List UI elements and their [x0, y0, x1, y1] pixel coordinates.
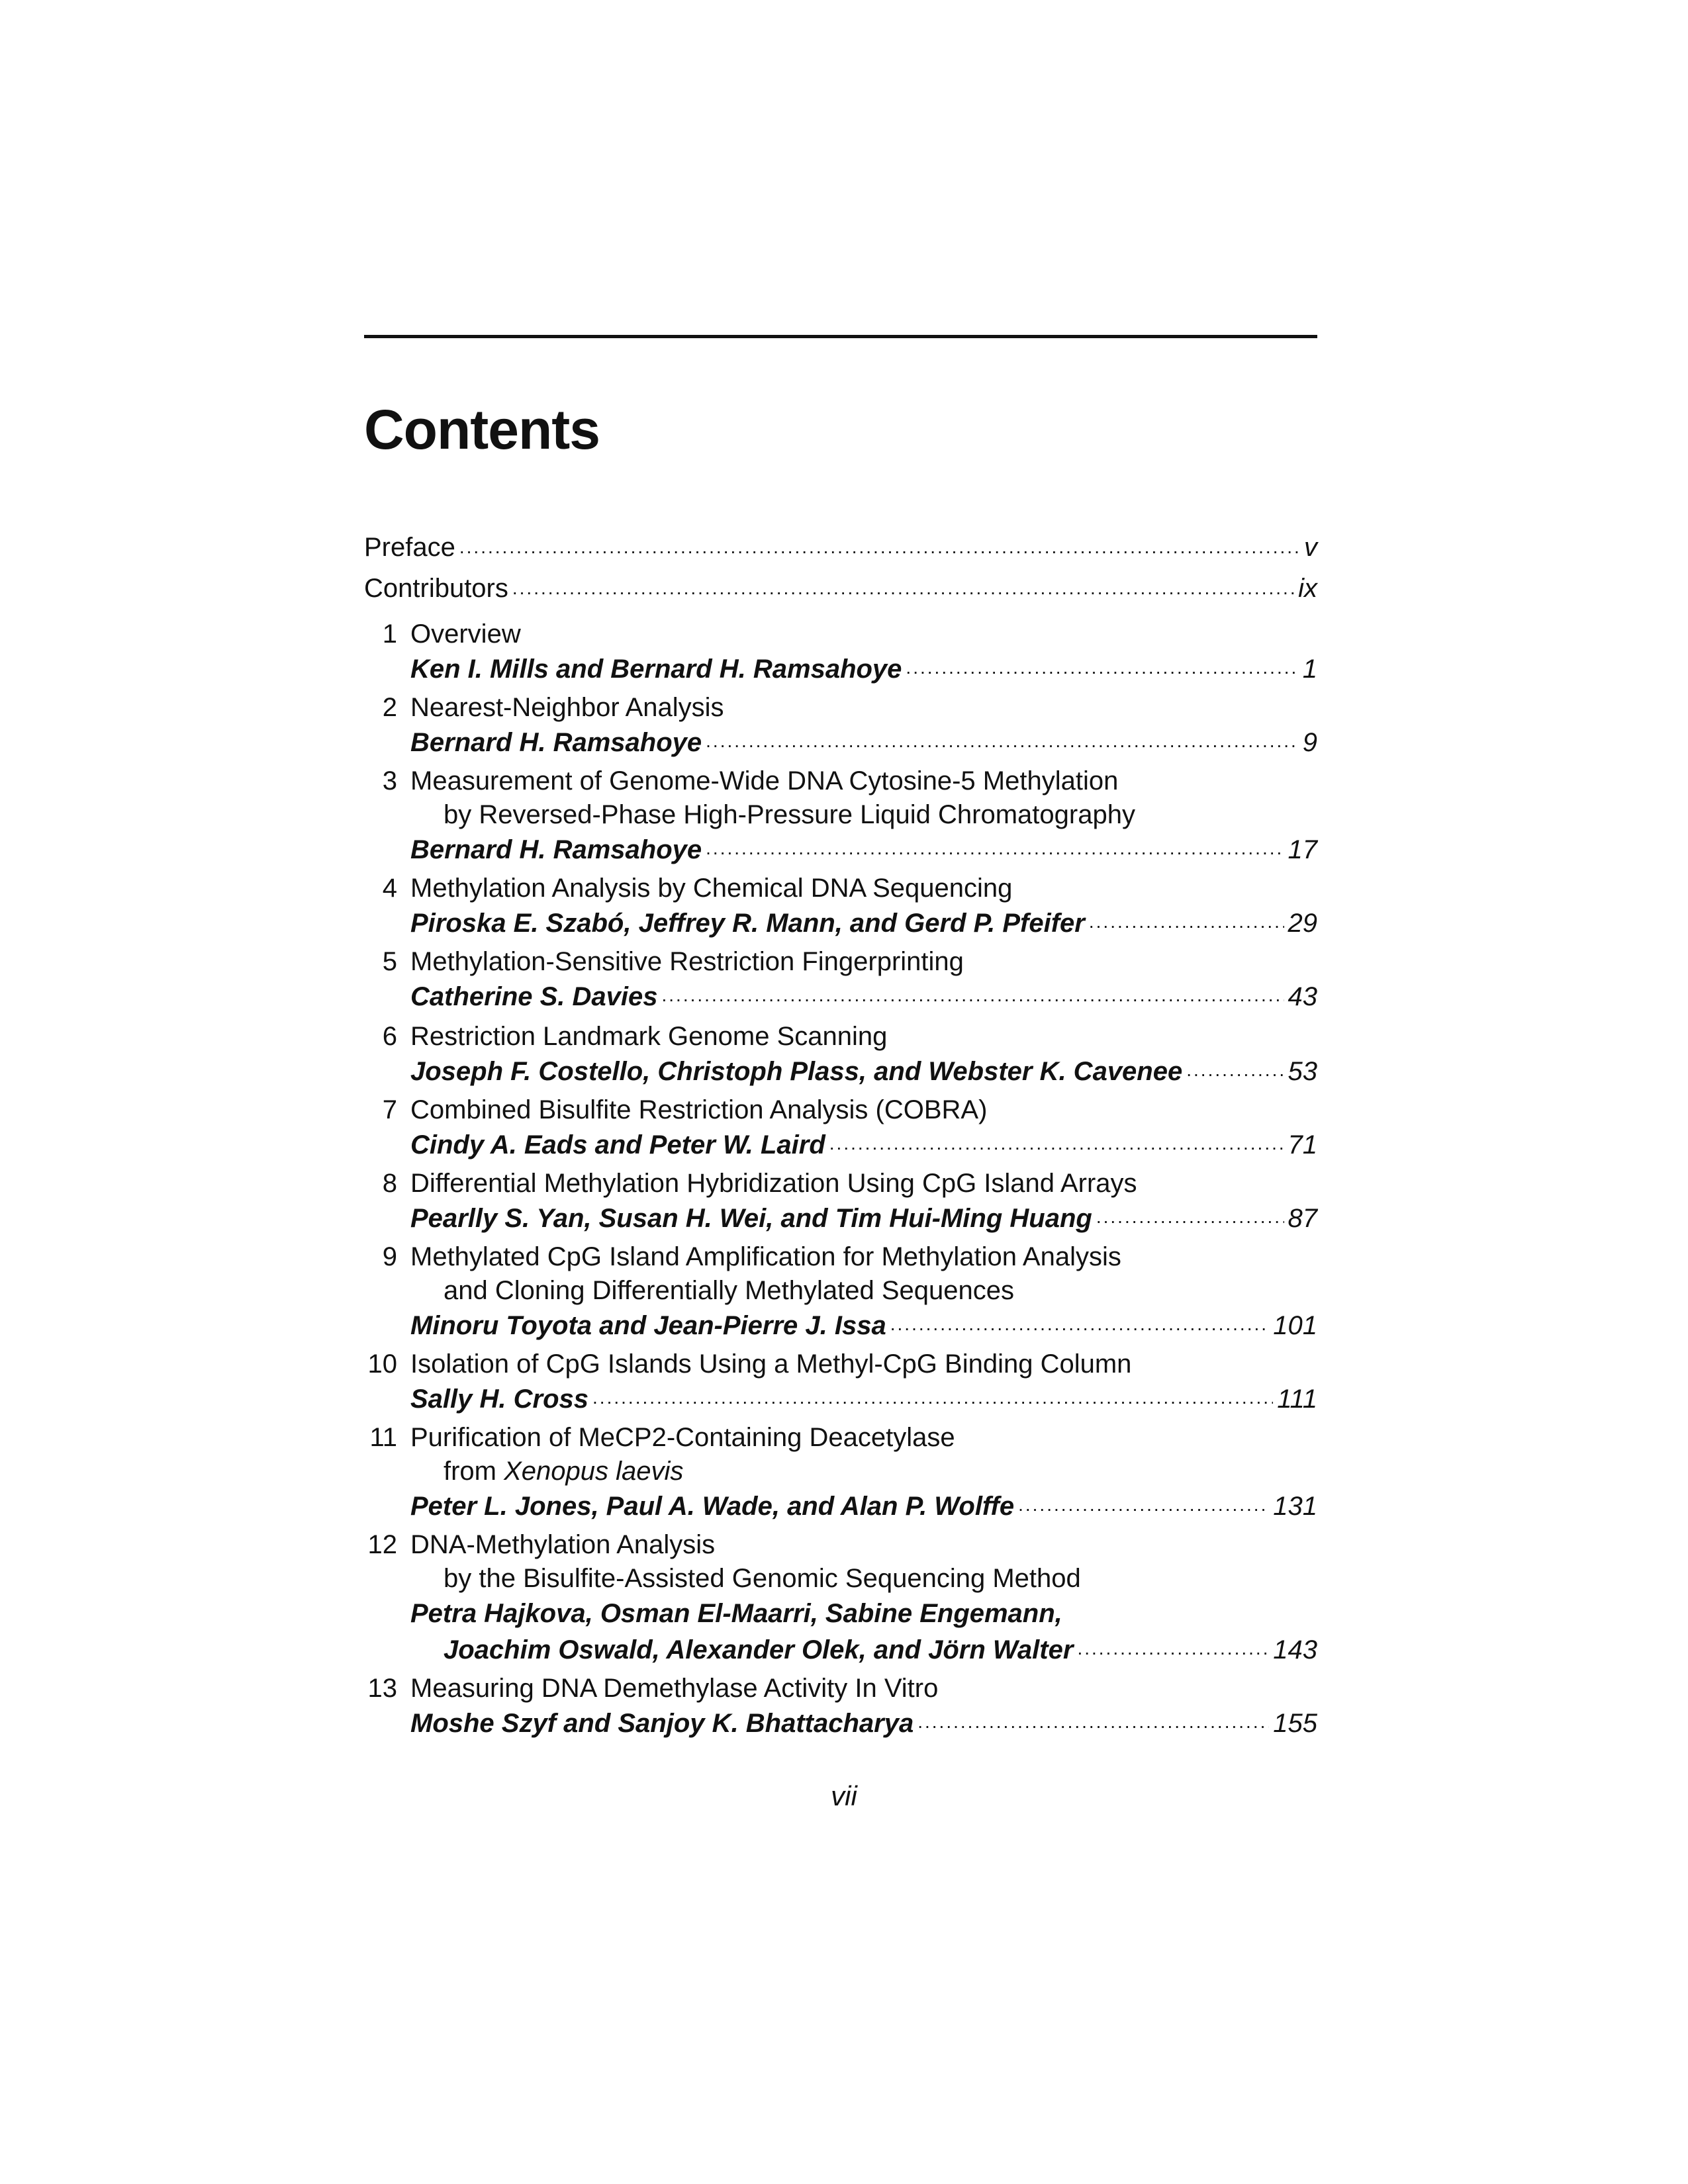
chapter-number: 13	[367, 1674, 397, 1703]
toc-chapter-9[interactable]	[364, 1240, 1317, 1344]
chapter-page: 53	[1288, 1057, 1317, 1086]
chapter-authors: Minoru Toyota and Jean-Pierre J. Issa	[410, 1311, 886, 1340]
chapter-authors: Moshe Szyf and Sanjoy K. Bhattacharya	[410, 1709, 914, 1738]
chapter-title: DNA-Methylation Analysis	[410, 1530, 716, 1559]
page-title: Contents	[364, 398, 600, 461]
chapter-title: Isolation of CpG Islands Using a Methyl-CpG Binding Column	[410, 1349, 1132, 1379]
chapter-page: 101	[1273, 1311, 1317, 1340]
chapter-authors: Bernard H. Ramsahoye	[410, 728, 702, 757]
toc-chapter-13[interactable]	[364, 1672, 1317, 1742]
toc-chapter-11[interactable]	[364, 1421, 1317, 1525]
chapter-title: Measuring DNA Demethylase Activity In Vitro	[410, 1674, 939, 1703]
entry-page: v	[1304, 533, 1317, 562]
dot-leader	[906, 648, 1298, 688]
toc-chapter-10[interactable]	[364, 1347, 1317, 1418]
toc-entry-contributors[interactable]	[364, 569, 1317, 608]
chapter-title-continued	[410, 1455, 1317, 1488]
toc-chapter-6[interactable]	[364, 1020, 1317, 1090]
dot-leader	[917, 1702, 1269, 1742]
chapter-number: 9	[382, 1242, 397, 1271]
chapter-authors: Joachim Oswald, Alexander Olek, and Jörn Walter	[444, 1635, 1074, 1664]
chapter-title-continued: by the Bisulfite-Assisted Genomic Sequencing Method	[444, 1564, 1081, 1593]
dot-leader	[592, 1378, 1273, 1418]
toc-entry-preface[interactable]	[364, 527, 1317, 567]
chapter-title: Differential Methylation Hybridization Using CpG Island Arrays	[410, 1169, 1137, 1198]
dot-leader	[512, 569, 1294, 608]
dot-leader	[890, 1304, 1270, 1344]
chapter-page: 9	[1302, 728, 1317, 757]
chapter-authors: Ken I. Mills and Bernard H. Ramsahoye	[410, 655, 902, 684]
table-of-contents	[364, 527, 1317, 1742]
chapter-title-continued: by Reversed-Phase High-Pressure Liquid Chromatography	[444, 800, 1135, 829]
chapter-page: 43	[1288, 982, 1317, 1011]
chapter-title: Restriction Landmark Genome Scanning	[410, 1022, 888, 1051]
dot-leader	[662, 976, 1284, 1015]
chapter-page: 1	[1302, 655, 1317, 684]
page-folio: vii	[831, 1780, 857, 1811]
toc-chapter-4[interactable]	[364, 872, 1317, 942]
chapter-page: 155	[1273, 1709, 1317, 1738]
species-name: Xenopus laevis	[504, 1457, 684, 1486]
chapter-title: Methylation Analysis by Chemical DNA Sequencing	[410, 874, 1013, 903]
dot-leader	[1018, 1485, 1269, 1525]
chapter-number: 12	[367, 1530, 397, 1559]
chapter-number: 8	[382, 1169, 397, 1198]
chapter-authors: Piroska E. Szabó, Jeffrey R. Mann, and Gerd P. Pfeifer	[410, 909, 1085, 938]
contents-page	[364, 335, 1317, 1745]
chapter-authors: Pearlly S. Yan, Susan H. Wei, and Tim Hui-Ming Huang	[410, 1204, 1092, 1233]
chapter-title: Combined Bisulfite Restriction Analysis (COBRA)	[410, 1095, 988, 1124]
chapter-number: 2	[382, 693, 397, 722]
chapter-number: 7	[382, 1095, 397, 1124]
chapter-authors: Cindy A. Eads and Peter W. Laird	[410, 1130, 825, 1160]
chapter-page: 71	[1288, 1130, 1317, 1160]
chapter-title: Methylated CpG Island Amplification for Methylation Analysis	[410, 1242, 1121, 1271]
chapter-title: Measurement of Genome-Wide DNA Cytosine-5 Methylation	[410, 766, 1119, 796]
chapter-page: 111	[1277, 1385, 1317, 1414]
toc-chapter-12[interactable]	[364, 1528, 1317, 1668]
chapter-number: 6	[382, 1022, 397, 1051]
chapter-number: 10	[367, 1349, 397, 1379]
dot-leader	[1096, 1197, 1284, 1237]
chapter-authors: Catherine S. Davies	[410, 982, 658, 1011]
chapter-number: 3	[382, 766, 397, 796]
chapter-authors: Joseph F. Costello, Christoph Plass, and Webster K. Cavenee	[410, 1057, 1183, 1086]
title-prefix: from	[444, 1457, 504, 1486]
dot-leader	[706, 721, 1299, 761]
chapter-authors: Peter L. Jones, Paul A. Wade, and Alan P. Wolffe	[410, 1492, 1015, 1521]
chapter-page: 143	[1273, 1635, 1317, 1664]
dot-leader	[459, 527, 1300, 567]
top-rule	[364, 335, 1317, 338]
chapter-page: 29	[1288, 909, 1317, 938]
chapter-page: 87	[1288, 1204, 1317, 1233]
toc-chapter-5[interactable]	[364, 945, 1317, 1015]
chapter-number: 1	[382, 619, 397, 649]
entry-label: Contributors	[364, 574, 508, 603]
chapter-authors: Bernard H. Ramsahoye	[410, 835, 702, 864]
chapter-title: Purification of MeCP2-Containing Deacetylase	[410, 1423, 955, 1452]
chapter-authors: Sally H. Cross	[410, 1385, 589, 1414]
toc-chapter-1[interactable]	[364, 617, 1317, 688]
dot-leader	[1077, 1629, 1269, 1668]
chapter-title-continued: and Cloning Differentially Methylated Sequences	[444, 1276, 1015, 1305]
chapter-authors-line1: Petra Hajkova, Osman El-Maarri, Sabine Engemann,	[410, 1599, 1062, 1628]
dot-leader	[706, 829, 1284, 868]
dot-leader	[1186, 1050, 1284, 1090]
chapter-title: Nearest-Neighbor Analysis	[410, 693, 724, 722]
chapter-page: 17	[1288, 835, 1317, 864]
toc-chapter-7[interactable]	[364, 1093, 1317, 1163]
chapter-number: 4	[382, 874, 397, 903]
chapter-number: 11	[369, 1423, 397, 1452]
toc-chapter-8[interactable]	[364, 1167, 1317, 1237]
dot-leader	[829, 1124, 1284, 1163]
entry-label: Preface	[364, 533, 455, 562]
toc-chapter-3[interactable]	[364, 764, 1317, 868]
chapter-page: 131	[1273, 1492, 1317, 1521]
chapter-title: Overview	[410, 619, 521, 649]
chapter-title: Methylation-Sensitive Restriction Fingerprinting	[410, 947, 964, 976]
toc-chapter-2[interactable]	[364, 691, 1317, 761]
entry-page: ix	[1298, 574, 1317, 603]
chapter-number: 5	[382, 947, 397, 976]
dot-leader	[1089, 902, 1284, 942]
